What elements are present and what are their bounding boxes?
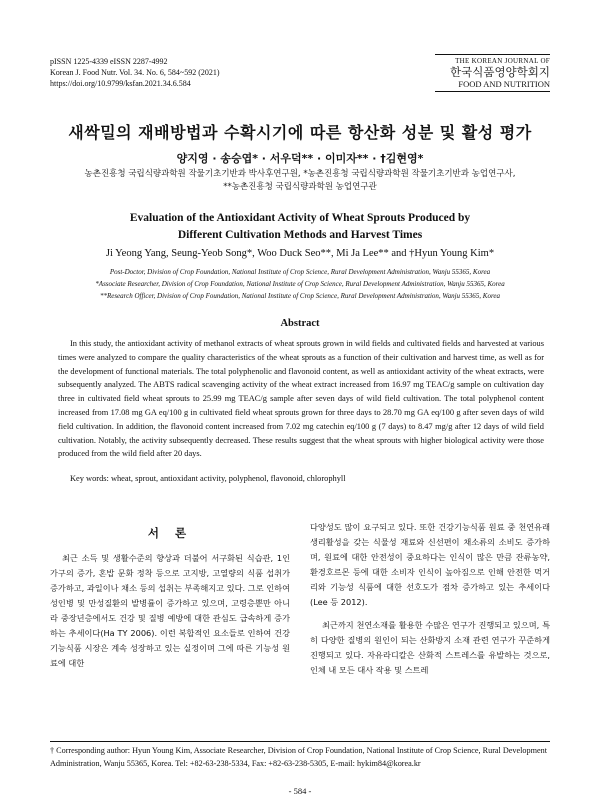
affiliation-en-line: *Associate Researcher, Division of Crop Foundation, National Institute of Crop Science, Rural Development Administration, Wanju 55365, Korea: [95, 280, 505, 288]
authors-korean: 양지영 · 송승엽* · 서우덕** · 이미자** · †김현영*: [176, 152, 424, 165]
section-heading-introduction: 서 론: [147, 526, 193, 540]
journal-name-en-bottom: FOOD AND NUTRITION: [435, 79, 550, 92]
affiliation-kr-line: **농촌진흥청 국립식량과학원 농업연구관: [223, 182, 377, 192]
paper-title-english: [0, 210, 600, 244]
abstract-text: In this study, the antioxidant activity of methanol extracts of wheat sprouts grown in wild fields and cultivated fields and harvested at various times were analyzed to compare the quality characteristics of the wheat sprouts as a function of their cultivation and harvest time, as well as for the development of functional materials. The total polyphenolic and flavonoid content, as well as antioxidant activity of the wheat extracts, were subsequently analyzed. The ABTS radical scavenging activity of the wheat extract increased from 16.97 mg TEAC/g sample on cultivation day three in cultivated field wheat sprouts to 25.99 mg TEAC/g sample after seven days of wild field cultivation. The total polyphenol content increased from 17.08 mg GA eq/100 g in cultivated field wheat sprouts grown for three days to 28.70 mg GA eq/100 g after seven days of wild field cultivation. In addition, the flavonoid content increased from 7.02 mg catechin eq/100 g (7 days) to 8.47 mg/g after 12 days of wild field cultivation. Notably, the activity subsequently decreased. These results suggest that the wheat sprouts with higher biological activity were those produced from the wild field after 20 days.: [58, 339, 544, 459]
body-column-left: [50, 520, 290, 671]
affiliation-en-line: **Research Officer, Division of Crop Foundation, National Institute of Crop Science, Rural Development Administration, Wanju 55365, Korea: [99, 292, 501, 300]
journal-citation-block: [50, 56, 220, 89]
title-en-line: Different Cultivation Methods and Harvest Times: [177, 229, 423, 241]
body-paragraph: 최근까지 천연소재를 활용한 수많은 연구가 진행되고 있으며, 특히 다양한 질병의 원인이 되는 산화방지 소재 관련 연구가 꾸준하게 진행되고 있다. 자유라디칼은 산화적 스트레스를 유발하는 것으로, 인체 내 모든 대사 작용 및 스트레: [310, 620, 550, 675]
journal-name-kr: 한국식품영양학회지: [450, 65, 550, 79]
citation-line: Korean J. Food Nutr. Vol. 34. No. 6, 584~592 (2021): [50, 68, 220, 77]
body-column-right: [310, 520, 550, 678]
doi-link[interactable]: https://doi.org/10.9799/ksfan.2021.34.6.584: [50, 79, 191, 88]
body-paragraph: 다양성도 많이 요구되고 있다. 또한 건강기능식품 원료 중 천연유래 생리활성을 갖는 식물성 재료와 신선편이 채소류의 소비도 증가하며, 원료에 대한 안전성이 중요하다는 인식이 많은 만큼 잔류농약, 환경호르몬 등에 대한 소비자 인식이 높아짐으로 인해 안전한 먹거리와 기능성 식품에 대한 선호도가 점차 증가하고 있는 추세이다(Lee 등 2012).: [310, 522, 550, 607]
page-number: - 584 -: [288, 786, 312, 796]
issn-line: pISSN 1225-4339 eISSN 2287-4992: [50, 57, 168, 66]
abstract-heading: Abstract: [280, 318, 320, 329]
paper-title-korean: 새싹밀의 재배방법과 수확시기에 따른 항산화 성분 및 활성 평가: [68, 123, 532, 142]
corresponding-author-footnote: † Corresponding author: Hyun Young Kim, Associate Researcher, Division of Crop Foundation, National Institute of Crop Science, Rural Development Administration, Wanju 55365, Korea. Tel: +82-63-238-5334, Fax: +82-63-238-5305, E-mail: hykim84@korea.kr: [50, 741, 550, 770]
affiliation-kr-line: 농촌진흥청 국립식량과학원 작물기초기반과 박사후연구원, *농촌진흥청 국립식량과학원 작물기초기반과 농업연구사,: [84, 169, 516, 179]
title-en-line: Evaluation of the Antioxidant Activity of Wheat Sprouts Produced by: [129, 212, 471, 224]
journal-logo-block: [435, 54, 550, 92]
authors-english: Ji Yeong Yang, Seung-Yeob Song*, Woo Duck Seo**, Mi Ja Lee** and †Hyun Young Kim*: [105, 248, 495, 259]
body-paragraph: 최근 소득 및 생활수준의 향상과 더불어 서구화된 식습관, 1인 가구의 증가, 혼밥 문화 정착 등으로 고지방, 고열량의 식품 섭취가 증가하고, 과일이나 채소 등의 섭취는 부족해지고 있다. 그로 인하여 성인병 및 만성질환의 발병률이 증가하고 있으며, 고령층뿐만 아니라 중장년층에서도 건강 및 질병 예방에 대한 관심도 급속하게 증가하는 추세이다(Ha TY 2006). 이런 복합적인 요소들로 인하여 건강기능식품 시장은 계속 성장하고 있는 실정이며 그에 따른 기능성 원료에 대한: [50, 553, 290, 668]
affiliation-en-line: Post-Doctor, Division of Crop Foundation, National Institute of Crop Science, Rural Development Administration, Wanju 55365, Korea: [109, 268, 491, 276]
keywords: Key words: wheat, sprout, antioxidant activity, polyphenol, flavonoid, chlorophyll: [70, 474, 346, 483]
affiliations-korean: [40, 168, 560, 194]
affiliations-english: [40, 266, 560, 302]
journal-name-en-top: THE KOREAN JOURNAL OF: [435, 54, 550, 65]
